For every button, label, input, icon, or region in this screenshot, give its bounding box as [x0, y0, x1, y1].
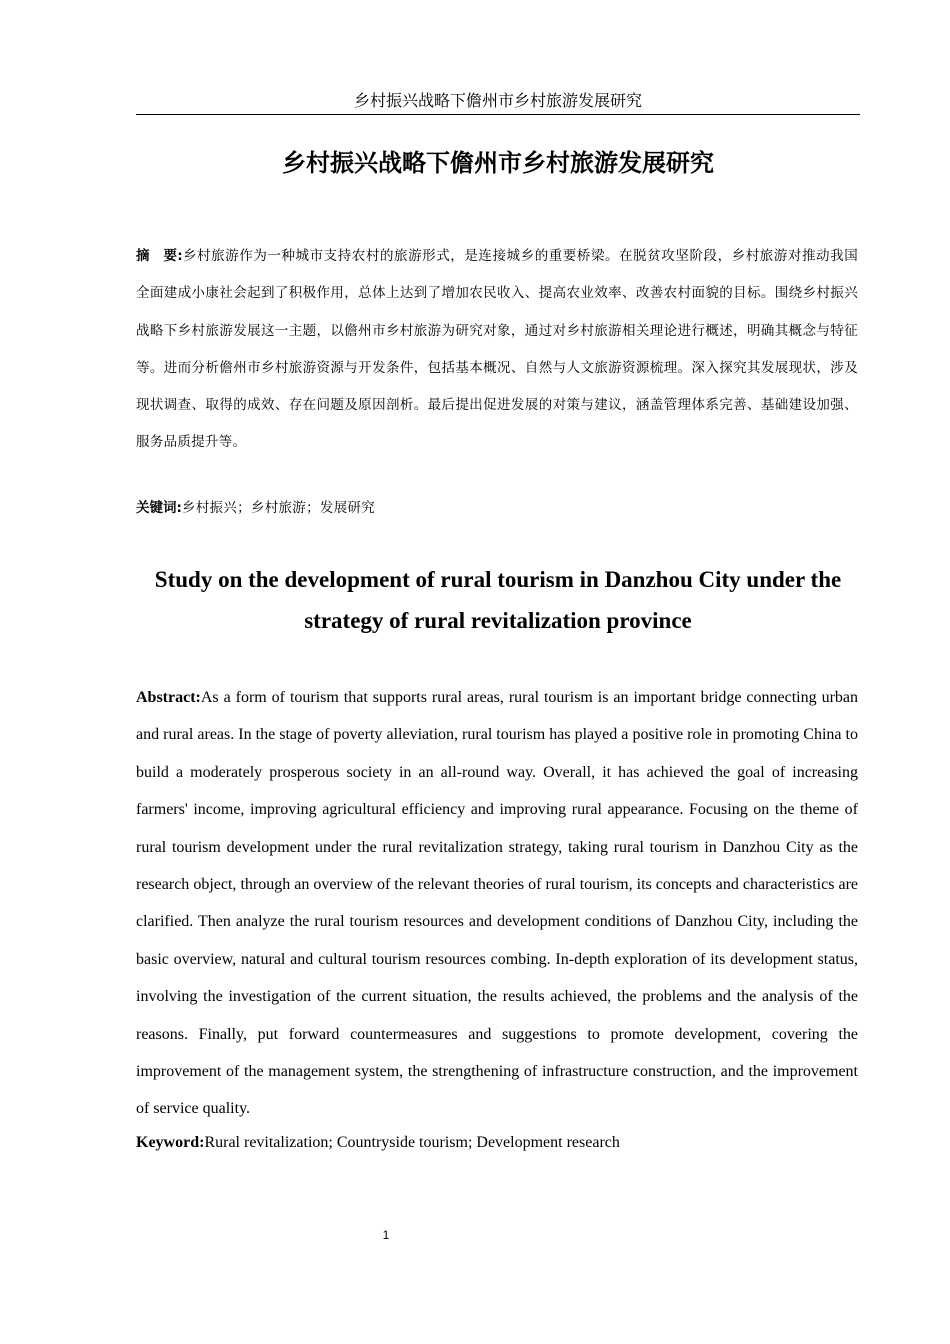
running-header-title: 乡村振兴战略下儋州市乡村旅游发展研究	[353, 91, 642, 110]
english-keywords-label: Keyword:	[136, 1134, 205, 1151]
english-keywords-text: Rural revitalization; Countryside tourism; Development research	[204, 1134, 620, 1151]
english-title: Study on the development of rural tourism in Danzhou City under the strategy of rural revitalization province	[154, 567, 842, 633]
english-abstract-text: As a form of tourism that supports rural areas, rural tourism is an important bridge connecting urban and rural areas. In the stage of poverty alleviation, rural tourism has played a positive role in promoting China to build a moderately prosperous society in an all-round way. Overall, it has achieved the goal of increasing farmers' income, improving agricultural efficiency and improving rural appearance. Focusing on the theme of rural tourism development under the rural revitalization strategy, taking rural tourism in Danzhou City as the research object, through an overview of the relevant theories of rural tourism, its concepts and characteristics are clarified. Then analyze the rural tourism resources and development conditions of Danzhou City, including the basic overview, natural and cultural tourism resources combing. In-depth exploration of its development status, involving the investigation of the current situation, the results achieved, the problems and the analysis of the reasons. Finally, put forward countermeasures and suggestions to promote development, covering the improvement of the management system, the strengthening of infrastructure construction, and the improvement of service quality.	[136, 689, 858, 1118]
running-header	[136, 90, 860, 115]
chinese-abstract	[136, 238, 858, 462]
english-abstract	[136, 679, 858, 1128]
chinese-abstract-text: 乡村旅游作为一种城市支持农村的旅游形式，是连接城乡的重要桥梁。在脱贫攻坚阶段，乡村旅游对推动我国全面建成小康社会起到了积极作用，总体上达到了增加农民收入、提高农业效率、改善农村面貌的目标。围绕乡村振兴战略下乡村旅游发展这一主题，以儋州市乡村旅游为研究对象，通过对乡村旅游相关理论进行概述，明确其概念与特征等。进而分析儋州市乡村旅游资源与开发条件，包括基本概况、自然与人文旅游资源梳理。深入探究其发展现状，涉及现状调查、取得的成效、存在问题及原因剖析。最后提出促进发展的对策与建议，涵盖管理体系完善、基础建设加强、服务品质提升等。	[136, 248, 858, 451]
english-abstract-label: Abstract:	[136, 689, 201, 706]
chinese-title: 乡村振兴战略下儋州市乡村旅游发展研究	[282, 149, 714, 177]
chinese-keywords	[136, 493, 858, 523]
chinese-keywords-label: 关键词:	[136, 500, 182, 516]
chinese-keywords-text: 乡村振兴；乡村旅游；发展研究	[181, 500, 376, 516]
english-keywords	[136, 1129, 858, 1157]
page-number: 1	[382, 1228, 390, 1242]
chinese-abstract-label: 摘 要:	[136, 248, 183, 264]
